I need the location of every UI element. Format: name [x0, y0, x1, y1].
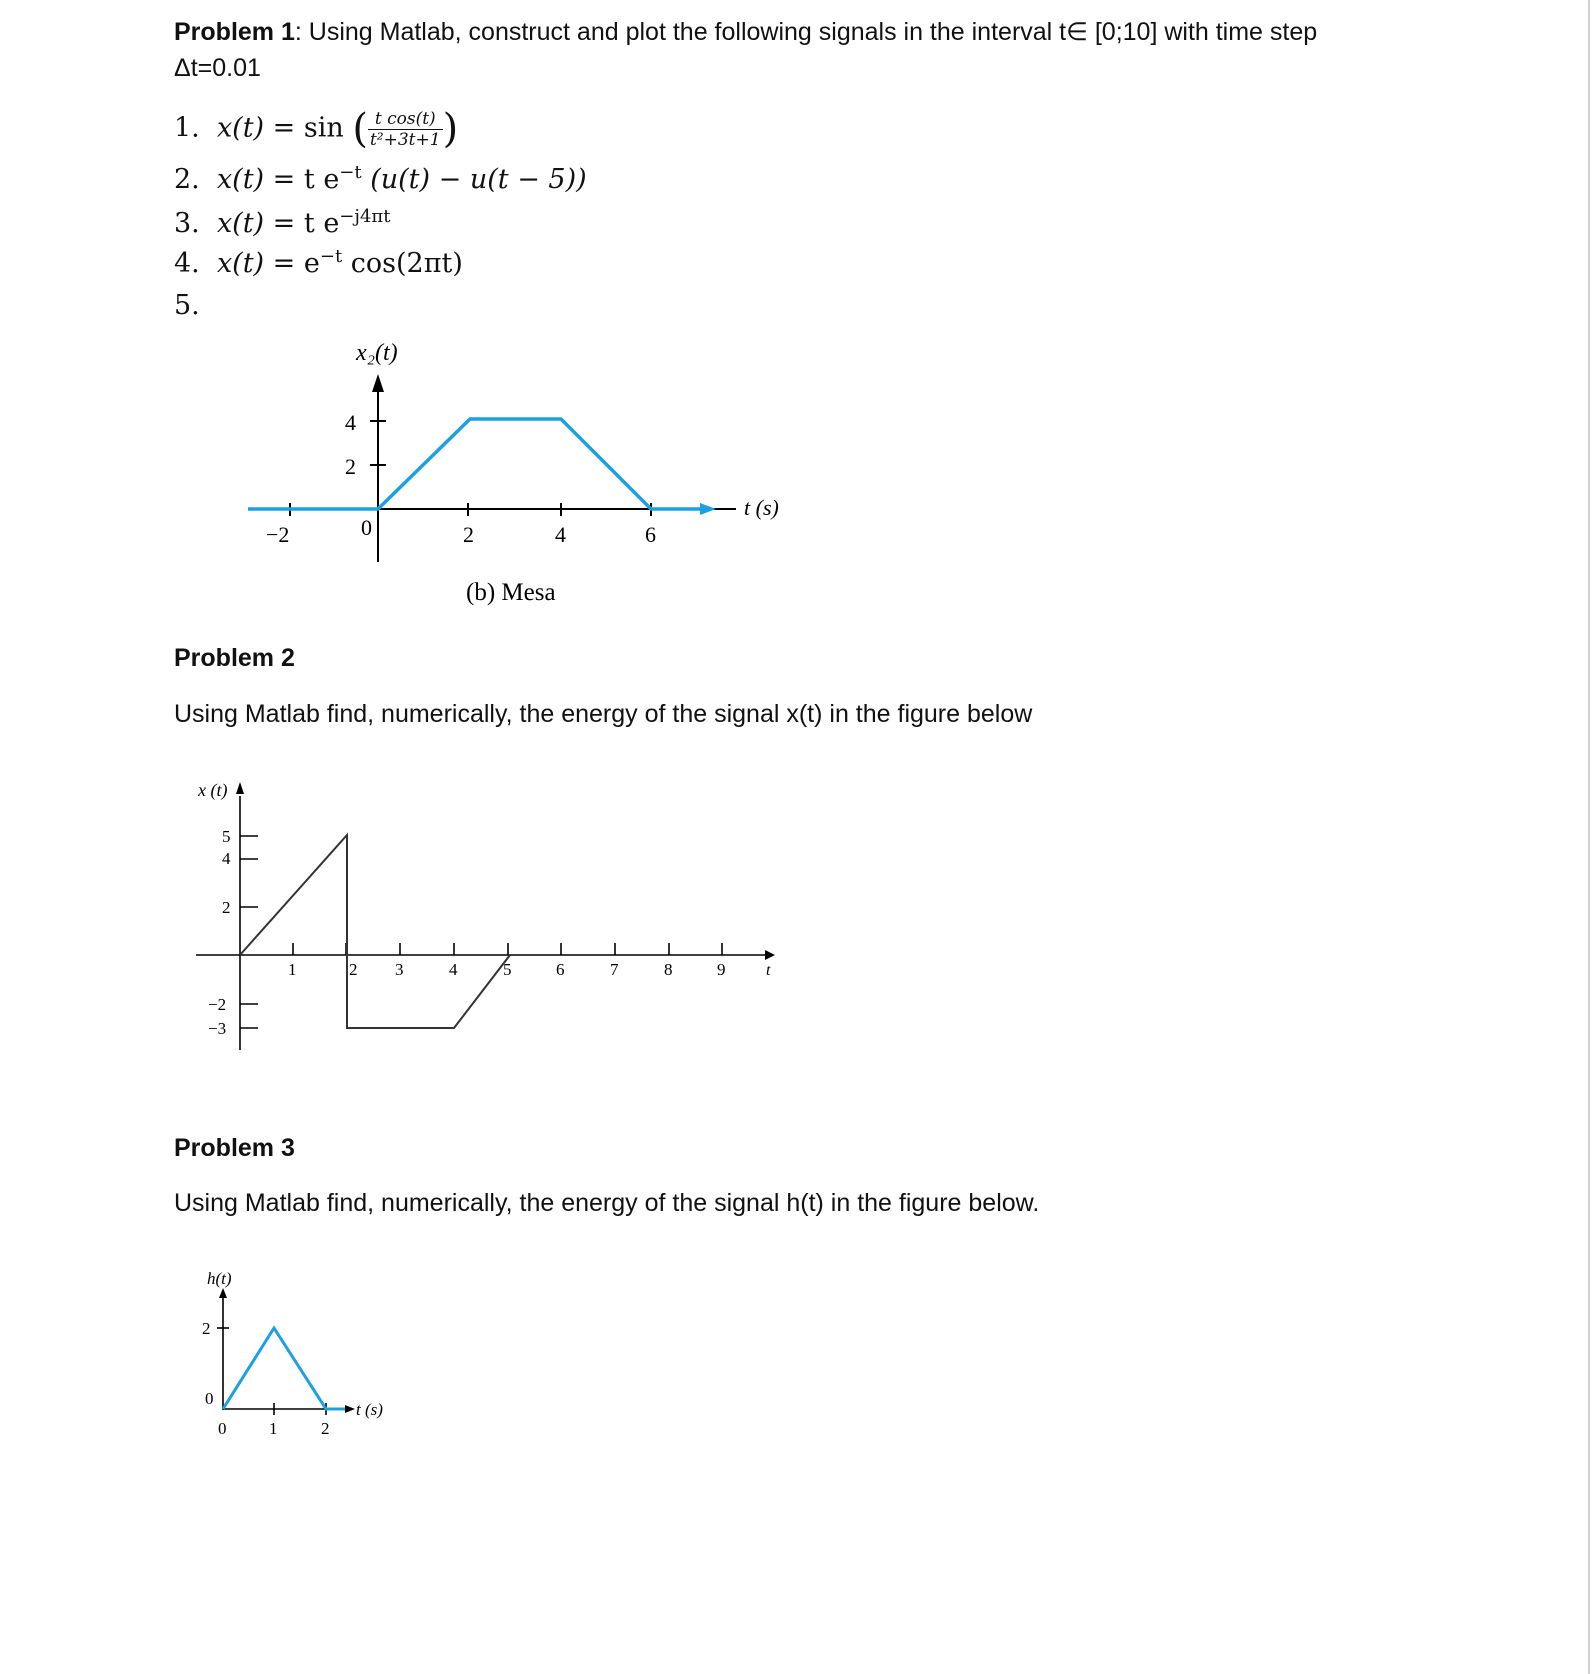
x-ytick-2: 2 [222, 898, 231, 917]
x-ytick-4: 4 [222, 849, 231, 868]
mesa-xtick-4: 4 [555, 522, 566, 547]
x-ytick-neg3: −3 [208, 1019, 227, 1038]
equation-1: 1. x(t) = sin ( $\frac{\text{t cos(t)}}{\text{t²+3t+1}}$ ) [174, 106, 459, 152]
x-signal-line [240, 835, 510, 1028]
eq4-exponent: −t [319, 246, 343, 267]
eq4-tail: cos(2πt) [342, 248, 463, 279]
mesa-xtick-6: 6 [645, 522, 656, 547]
mesa-ytick-4: 4 [345, 410, 356, 435]
figure-mesa [0, 0, 1594, 640]
eq1-lhs: x(t) [216, 112, 265, 144]
h-x-arrow [345, 1405, 355, 1413]
eq4-rhs: = e [264, 248, 320, 279]
x-x-arrow [765, 950, 775, 960]
eq1-denominator: t²+3t+1 [369, 129, 441, 150]
eq1-numerator: t cos(t) [368, 109, 443, 130]
eq2-lhs: x(t) [216, 164, 265, 195]
eq3-exponent: −j4πt [339, 206, 391, 227]
mesa-xtick-0: 0 [361, 515, 372, 540]
h-xtick-2: 2 [321, 1419, 330, 1438]
eq3-rhs: = t e [264, 208, 340, 239]
problem1-label: Problem 1 [174, 18, 295, 46]
figure-h-signal [0, 1260, 500, 1460]
eq3-lhs: x(t) [216, 208, 265, 239]
h-ylabel: h(t) [207, 1269, 232, 1288]
problem3-label: Problem 3 [174, 1134, 295, 1162]
problem1-text: : Using Matlab, construct and plot the following signals in the interval t∈ [0;10] with time step Δt=0.01 [174, 18, 1318, 82]
x-xtick-6: 6 [556, 960, 565, 979]
mesa-xtick-neg2: −2 [266, 522, 290, 547]
mesa-ylabel: x₂(t) [356, 340, 398, 366]
figure-x-signal [0, 760, 900, 1080]
problem2-text: Using Matlab find, numerically, the energy of the signal x(t) in the figure below [174, 700, 1033, 728]
problem2-label: Problem 2 [174, 644, 295, 672]
h-y-arrow [219, 1288, 227, 1298]
h-xtick-0: 0 [218, 1419, 227, 1438]
eq1-number: 1. [174, 112, 200, 144]
x-xtick-3: 3 [395, 960, 404, 979]
eq2-number: 2. [174, 164, 200, 195]
mesa-ytick-2: 2 [345, 454, 356, 479]
h-signal-line [223, 1328, 345, 1409]
x-xtick-7: 7 [610, 960, 619, 979]
mesa-xtick-2: 2 [463, 522, 474, 547]
mesa-caption: (b) Mesa [466, 579, 556, 606]
h-ytick-0: 0 [205, 1389, 214, 1408]
x-ylabel: x (t) [198, 780, 228, 800]
h-xtick-1: 1 [269, 1419, 278, 1438]
mesa-signal-line [248, 419, 700, 509]
mesa-x-arrow [700, 503, 716, 515]
eq1-rhs: = sin [264, 112, 344, 144]
eq5-number: 5. [174, 290, 200, 321]
x-xtick-2: 2 [349, 960, 358, 979]
eq2-tail: (u(t) − u(t − 5)) [361, 164, 587, 195]
h-xlabel: t (s) [356, 1400, 383, 1419]
eq3-number: 3. [174, 208, 200, 239]
mesa-xlabel: t (s) [744, 495, 779, 520]
eq4-lhs: x(t) [216, 248, 265, 279]
x-xtick-4: 4 [449, 960, 458, 979]
x-xtick-1: 1 [288, 960, 297, 979]
eq4-number: 4. [174, 248, 200, 279]
h-ytick-2: 2 [202, 1319, 211, 1338]
x-y-arrow [236, 782, 244, 794]
x-xtick-8: 8 [664, 960, 673, 979]
problem3-text: Using Matlab find, numerically, the energy of the signal h(t) in the figure below. [174, 1189, 1040, 1217]
eq2-rhs: = t e [264, 164, 340, 195]
eq2-exponent: −t [339, 162, 362, 183]
mesa-y-arrow [372, 374, 384, 392]
x-xlabel: t [766, 962, 771, 979]
x-xtick-9: 9 [717, 960, 726, 979]
x-ytick-5: 5 [222, 827, 231, 846]
x-ytick-neg2: −2 [208, 995, 227, 1014]
x-xtick-5: 5 [503, 960, 512, 979]
